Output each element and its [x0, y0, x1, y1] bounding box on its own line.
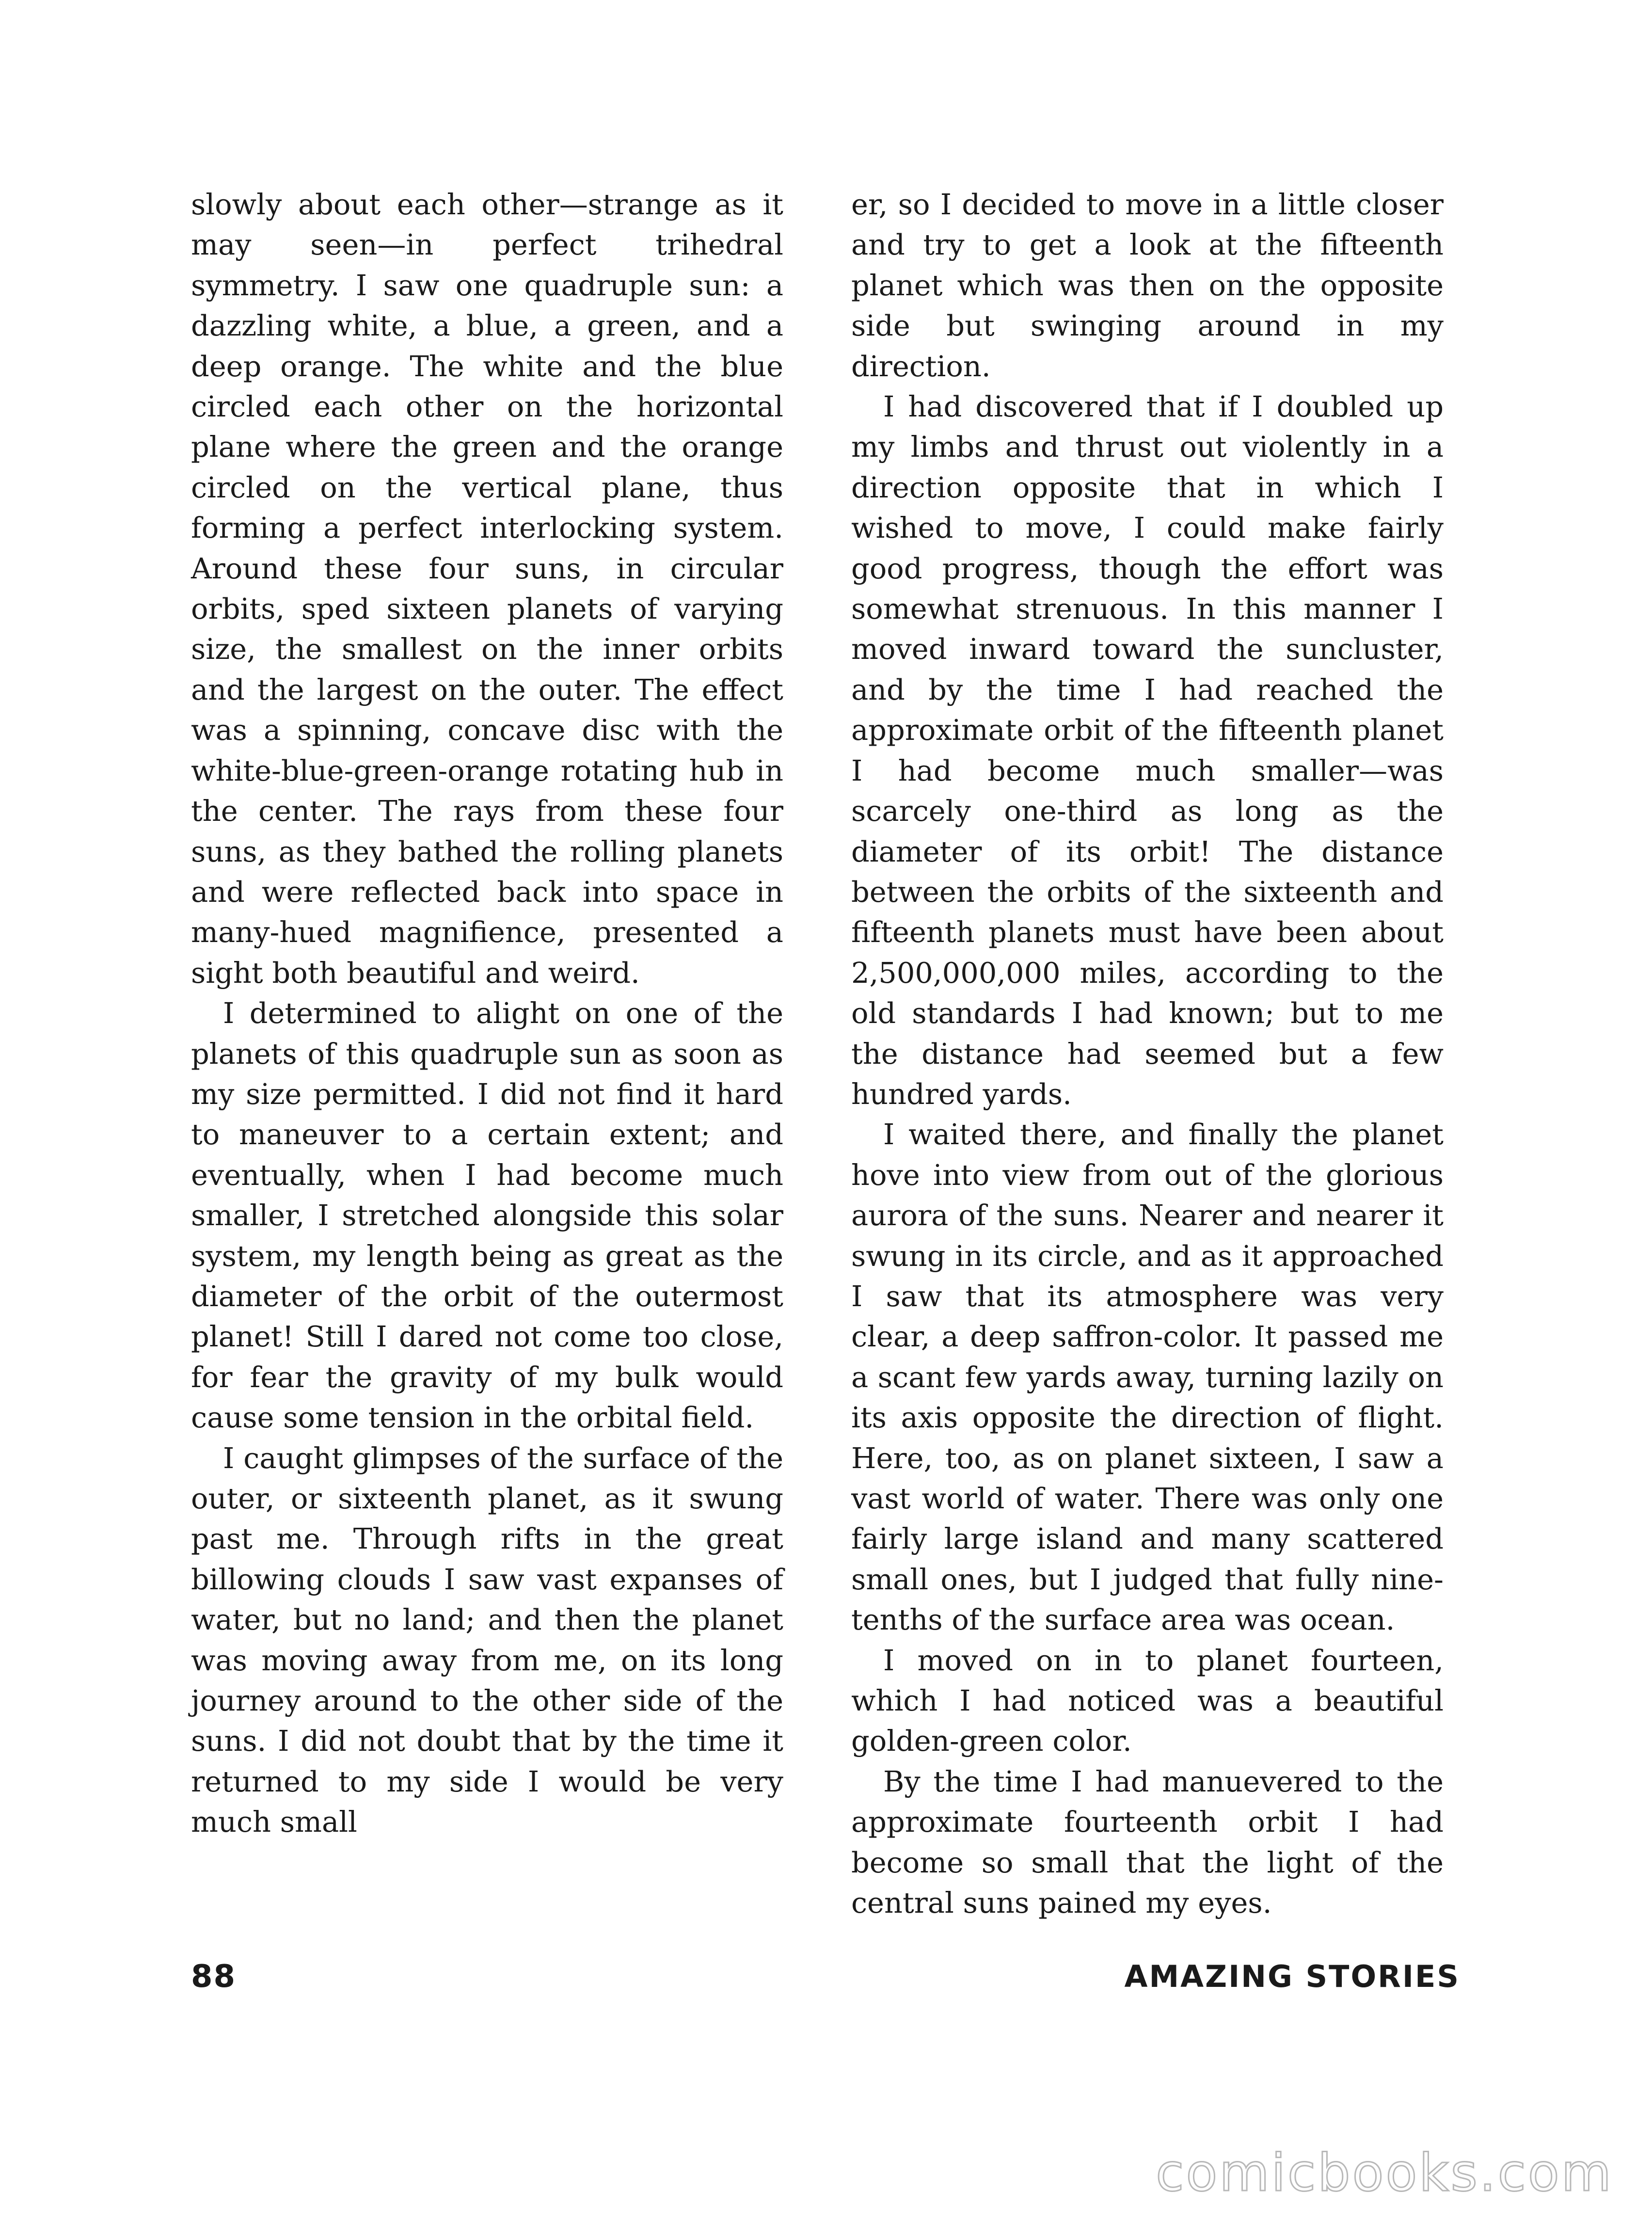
- paragraph: By the time I had manuevered to the approximate fourteenth orbit I had become so small that the light of the central suns pained my eyes.: [851, 1764, 1444, 1920]
- paragraph: I had discovered that if I doubled up my limbs and thrust out violently in a direction opposite that in which I wished to move, I could make fairly good progress, though the effort was somewhat strenuous. In this manner I moved inward toward the suncluster, and by the time I had reached the approximate orbit of the fifteenth planet I had become much smaller—was scarcely one-third as long as the diameter of its orbit! The distance between the orbits of the sixteenth and fifteenth planets must have been about 2,500,000,000 miles, according to the old standards I had known; but to me the distance had seemed but a few hundred yards.: [851, 390, 1444, 1111]
- left-text-column: [191, 184, 783, 1842]
- paragraph: er, so I decided to move in a little closer and try to get a look at the fifteenth planet which was then on the opposite side but swinging around in my direction.: [851, 188, 1444, 383]
- paragraph: I determined to alight on one of the planets of this quadruple sun as soon as my size permitted. I did not find it hard to maneuver to a certain extent; and eventually, when I had become much smaller, I stretched alongside this solar system, my length being as great as the diameter of the orbit of the outermost planet! Still I dared not come too close, for fear the gravity of my bulk would cause some tension in the orbital field.: [191, 996, 783, 1435]
- magazine-title: AMAZING STORIES: [1124, 1959, 1460, 1994]
- paragraph: slowly about each other—strange as it may seen—in perfect trihedral symmetry. I saw one quadruple sun: a dazzling white, a blue, a green, and a deep orange. The white and the blue circled each other on the horizontal plane where the green and the orange circled on the vertical plane, thus forming a perfect interlocking system. Around these four suns, in circular orbits, sped sixteen planets of varying size, the smallest on the inner orbits and the largest on the outer. The effect was a spinning, concave disc with the white-blue-green-orange rotating hub in the center. The rays from these four suns, as they bathed the rolling planets and were reflected back into space in many-hued magnifience, presented a sight both beautiful and weird.: [191, 188, 783, 990]
- page-number: 88: [191, 1959, 237, 1995]
- paragraph: I caught glimpses of the surface of the outer, or sixteenth planet, as it swung past me. Through rifts in the great billowing clouds I saw vast expanses of water, but no land; and then the planet was moving away from me, on its long journey around to the other side of the suns. I did not doubt that by the time it returned to my side I would be very much small: [191, 1441, 783, 1839]
- right-text-column: [851, 184, 1444, 1923]
- paragraph: I waited there, and finally the planet hove into view from out of the glorious aurora of the suns. Nearer and nearer it swung in its circle, and as it approached I saw that its atmosphere was very clear, a deep saffron-color. It passed me a scant few yards away, turning lazily on its axis opposite the direction of flight. Here, too, as on planet sixteen, I saw a vast world of water. There was only one fairly large island and many scattered small ones, but I judged that fully nine-tenths of the surface area was ocean.: [851, 1118, 1444, 1637]
- paragraph: I moved on in to planet fourteen, which I had noticed was a beautiful golden-green color.: [851, 1643, 1444, 1758]
- watermark: comicbooks.com: [1156, 2143, 1613, 2203]
